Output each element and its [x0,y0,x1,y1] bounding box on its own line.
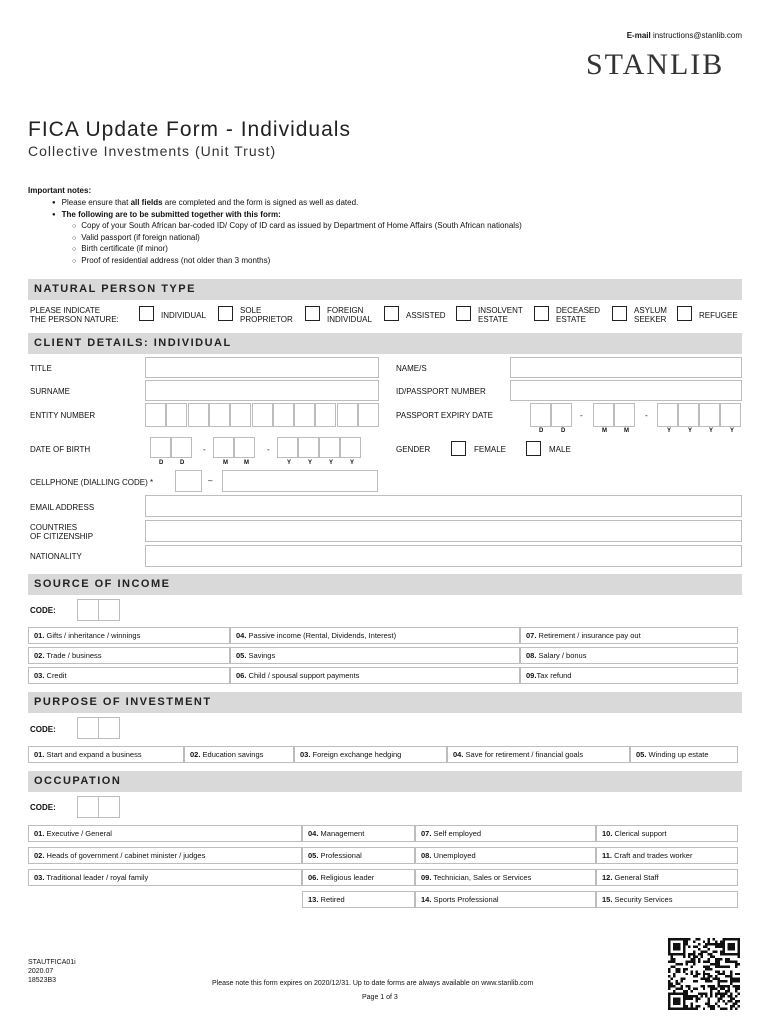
email-label: E-mail [626,31,651,40]
option-code: 05. [308,851,319,860]
dob-digit-cell[interactable] [234,437,255,458]
option-cell [415,869,596,886]
label-passport-expiry: PASSPORT EXPIRY DATE [396,411,493,420]
option-cell [230,667,520,684]
option-label: Technician, Sales or Services [431,873,532,882]
label-surname: SURNAME [30,387,71,396]
dob-digit-cell[interactable] [213,437,234,458]
notes-heading: Important notes: [28,186,92,195]
checkbox-deceased-estate[interactable] [534,306,549,321]
option-label: Credit [44,671,67,680]
option-label: Unemployed [431,851,476,860]
dob-d: D [159,460,164,466]
dob-digit-cell[interactable] [298,437,319,458]
checkbox-male[interactable] [526,441,541,456]
entity-digit-cell[interactable] [337,403,358,427]
note-item: ● The following are to be submitted together with this form: [52,210,522,222]
label-male: MALE [549,445,571,454]
option-cell [184,746,294,763]
email-address-input[interactable] [145,495,742,517]
dob-digit-cell[interactable] [319,437,340,458]
option-label: Executive / General [44,829,112,838]
expiry-digit-cell[interactable] [678,403,699,427]
option-code: 09. [421,873,432,882]
option-code: 01. [34,631,45,640]
label-nationality: NATIONALITY [30,552,82,561]
section-occupation: OCCUPATION [28,771,742,792]
option-cell [415,825,596,842]
cellphone-dash: – [208,476,213,485]
option-code: 02. [34,851,45,860]
option-cell [596,891,738,908]
dob-y: Y [350,460,355,466]
section-purpose-of-investment: PURPOSE OF INVESTMENT [28,692,742,713]
expiry-digit-cell[interactable] [593,403,614,427]
option-code: 05. [636,750,647,759]
dob-y: Y [287,460,292,466]
option-cell [302,847,415,864]
option-code: 03. [34,671,45,680]
expiry-d: D [561,428,566,434]
occupation-code-cell[interactable] [77,796,99,818]
label-names: NAME/S [396,364,427,373]
dialling-code-input[interactable] [175,470,202,492]
checkbox-sole-proprietor[interactable] [218,306,233,321]
expiry-digit-cell[interactable] [699,403,720,427]
contact-email [560,31,742,40]
dob-m: M [244,460,249,466]
dob-m: M [223,460,228,466]
page-number: Page 1 of 3 [362,994,398,1001]
purpose-code-label: CODE: [30,725,56,734]
occupation-code-label: CODE: [30,803,56,812]
checkbox-asylum-seeker[interactable] [612,306,627,321]
option-label: Tax refund [536,671,572,680]
note-item: ● Please ensure that all fields are completed and the form is signed as well as dated. [52,198,522,210]
dob-dash: - [267,445,270,454]
note-subitem: ○ Birth certificate (if minor) [72,244,522,256]
entity-digit-cell[interactable] [358,403,379,427]
entity-digit-cell[interactable] [252,403,273,427]
cellphone-input[interactable] [222,470,378,492]
note-subitem: ○ Copy of your South African bar-coded ID/ Copy of ID card as issued by Department of Home Affairs (South African nationals) [72,221,522,233]
option-code: 04. [236,631,247,640]
income-code-cell[interactable] [98,599,120,621]
entity-digit-cell[interactable] [315,403,336,427]
option-cell [302,869,415,886]
expiry-m: M [624,428,629,434]
occupation-code-cell[interactable] [98,796,120,818]
option-label: Religious leader [318,873,375,882]
option-code: 01. [34,750,45,759]
purpose-code-cell[interactable] [98,717,120,739]
option-cell [28,869,302,886]
entity-digit-cell[interactable] [294,403,315,427]
option-label: Professional [318,851,362,860]
expiry-dash: - [580,411,583,420]
option-label: Traditional leader / royal family [44,873,149,882]
option-code: 06. [236,671,247,680]
dob-y: Y [308,460,313,466]
section-client-details: CLIENT DETAILS: INDIVIDUAL [28,333,742,354]
option-code: 03. [34,873,45,882]
label-deceased-estate: DECEASED ESTATE [556,306,601,324]
option-label: Clerical support [612,829,667,838]
id-passport-input[interactable] [510,380,742,401]
option-cell [596,847,738,864]
label-cellphone: CELLPHONE (DIALLING CODE) * [30,478,154,487]
qr-code-icon [668,938,740,1010]
option-label: Savings [246,651,276,660]
label-refugee: REFUGEE [699,311,738,320]
expiry-d: D [539,428,544,434]
label-female: FEMALE [474,445,507,454]
option-cell [415,891,596,908]
label-asylum-seeker: ASYLUM SEEKER [634,306,667,324]
expiry-y: Y [688,428,693,434]
checkbox-refugee[interactable] [677,306,692,321]
option-label: Retirement / insurance pay out [536,631,641,640]
label-title: TITLE [30,364,52,373]
note-subitem: ○ Valid passport (if foreign national) [72,233,522,245]
option-code: 07. [526,631,537,640]
option-cell [28,627,230,644]
option-label: Passive income (Rental, Dividends, Interest) [246,631,397,640]
expiry-digit-cell[interactable] [551,403,572,427]
entity-digit-cell[interactable] [209,403,230,427]
option-code: 09. [526,671,537,680]
title-input[interactable] [145,357,379,378]
page-subtitle: Collective Investments (Unit Trust) [28,143,277,159]
option-cell [415,847,596,864]
option-cell [302,825,415,842]
option-cell [596,825,738,842]
expiry-digit-cell[interactable] [657,403,678,427]
dob-y: Y [329,460,334,466]
option-cell [28,647,230,664]
checkbox-foreign-individual[interactable] [305,306,320,321]
option-code: 02. [190,750,201,759]
entity-digit-cell[interactable] [166,403,187,427]
option-label: Security Services [612,895,673,904]
option-label: Heads of government / cabinet minister / judges [44,851,206,860]
label-entity-number: ENTITY NUMBER [30,411,96,420]
option-code: 15. [602,895,613,904]
option-cell [447,746,630,763]
label-gender: GENDER [396,445,431,454]
option-label: General Staff [612,873,659,882]
surname-input[interactable] [145,380,379,401]
checkbox-individual[interactable] [139,306,154,321]
option-cell [302,891,415,908]
label-id-passport: ID/PASSPORT NUMBER [396,387,486,396]
label-insolvent-estate: INSOLVENT ESTATE [478,306,523,324]
checkbox-insolvent-estate[interactable] [456,306,471,321]
option-label: Save for retirement / financial goals [463,750,584,759]
expiry-y: Y [667,428,672,434]
option-label: Education savings [200,750,264,759]
option-cell [630,746,738,763]
option-cell [596,869,738,886]
option-code: 04. [308,829,319,838]
page-title: FICA Update Form - Individuals [28,118,351,141]
option-label: Craft and trades worker [612,851,693,860]
dob-d: D [180,460,185,466]
form-reference: STAUTFICA01i 2020.07 18523B3 [28,959,76,984]
label-assisted: ASSISTED [406,311,446,320]
option-code: 07. [421,829,432,838]
option-code: 03. [300,750,311,759]
label-date-of-birth: DATE OF BIRTH [30,445,91,454]
dob-digit-cell[interactable] [340,437,361,458]
option-label: Sports Professional [431,895,499,904]
expiry-digit-cell[interactable] [614,403,635,427]
checkbox-assisted[interactable] [384,306,399,321]
option-label: Salary / bonus [536,651,587,660]
entity-digit-cell[interactable] [188,403,209,427]
purpose-code-cell[interactable] [77,717,99,739]
citizenship-input[interactable] [145,520,742,542]
dob-dash: - [203,445,206,454]
label-sole-proprietor: SOLE PROPRIETOR [240,306,293,324]
option-code: 01. [34,829,45,838]
label-individual: INDIVIDUAL [161,311,206,320]
option-code: 05. [236,651,247,660]
option-label: Gifts / inheritance / winnings [44,631,141,640]
option-label: Foreign exchange hedging [310,750,402,759]
notes-list [52,198,522,268]
checkbox-female[interactable] [451,441,466,456]
section-natural-person: NATURAL PERSON TYPE [28,279,742,300]
expiry-digit-cell[interactable] [530,403,551,427]
expiry-dash: - [645,411,648,420]
dob-digit-cell[interactable] [150,437,171,458]
entity-digit-cell[interactable] [273,403,294,427]
option-code: 02. [34,651,45,660]
option-cell [520,627,738,644]
option-label: Child / spousal support payments [246,671,360,680]
dob-digit-cell[interactable] [277,437,298,458]
section-source-of-income: SOURCE OF INCOME [28,574,742,595]
option-code: 06. [308,873,319,882]
note-subitem: ○ Proof of residential address (not older than 3 months) [72,256,522,268]
option-cell [28,847,302,864]
option-cell [28,667,230,684]
option-cell [520,647,738,664]
stanlib-logo: STANLIB [586,48,725,81]
label-email-address: EMAIL ADDRESS [30,503,95,512]
option-code: 08. [526,651,537,660]
option-code: 14. [421,895,432,904]
expiry-y: Y [730,428,735,434]
option-cell [230,647,520,664]
expiry-m: M [602,428,607,434]
option-label: Management [318,829,365,838]
option-cell [28,746,184,763]
option-label: Start and expand a business [44,750,142,759]
income-code-cell[interactable] [77,599,99,621]
expiry-y: Y [709,428,714,434]
expiry-note: Please note this form expires on 2020/12/31. Up to date forms are always available on www.stanlib.com [212,980,534,987]
entity-digit-cell[interactable] [145,403,166,427]
option-cell [294,746,447,763]
dob-digit-cell[interactable] [171,437,192,458]
person-nature-prompt: PLEASE INDICATE THE PERSON NATURE: [30,306,119,324]
option-label: Self employed [431,829,482,838]
option-label: Trade / business [44,651,102,660]
option-label: Winding up estate [646,750,709,759]
option-label: Retired [318,895,345,904]
option-cell [520,667,738,684]
income-code-label: CODE: [30,606,56,615]
option-code: 04. [453,750,464,759]
label-countries-citizenship: COUNTRIES OF CITIZENSHIP [30,523,94,541]
option-cell [28,825,302,842]
option-code: 11. [602,851,613,860]
entity-digit-cell[interactable] [230,403,251,427]
option-code: 13. [308,895,319,904]
names-input[interactable] [510,357,742,378]
option-code: 12. [602,873,613,882]
option-code: 10. [602,829,613,838]
option-code: 08. [421,851,432,860]
expiry-digit-cell[interactable] [720,403,741,427]
nationality-input[interactable] [145,545,742,567]
option-cell [230,627,520,644]
email-address: instructions@stanlib.com [652,31,742,40]
label-foreign-individual: FOREIGN INDIVIDUAL [327,306,372,324]
